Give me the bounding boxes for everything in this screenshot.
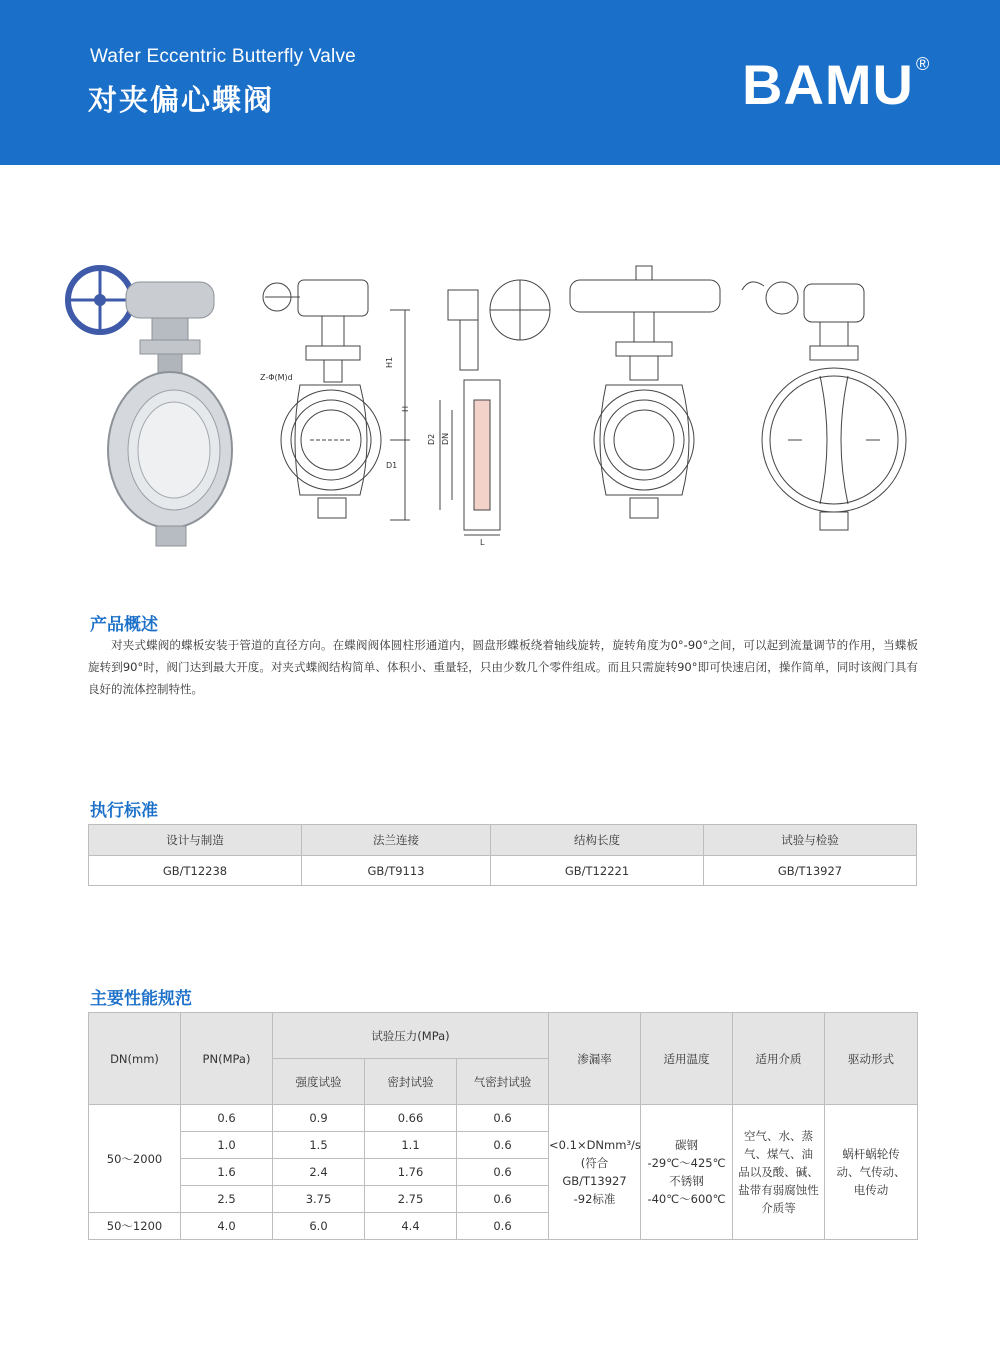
air-seal-value: 0.6 xyxy=(457,1105,549,1132)
standards-table xyxy=(88,824,917,886)
strength-value: 6.0 xyxy=(273,1213,365,1240)
temp-cell xyxy=(641,1105,733,1240)
std-value-length: GB/T12221 xyxy=(491,856,704,886)
dn-group-1: 50～2000 xyxy=(89,1105,181,1213)
medium-line: 品以及酸、碱、 xyxy=(738,1165,819,1179)
dim-h: H xyxy=(401,405,410,412)
electric-valve-drawing xyxy=(742,282,906,530)
pneumatic-valve-drawing xyxy=(570,266,720,518)
air-seal-value: 0.6 xyxy=(457,1159,549,1186)
spec-header-dn: DN(mm) xyxy=(89,1013,181,1105)
brand-logo xyxy=(742,52,930,117)
dim-z-phi: Z-Φ(M)d xyxy=(260,373,293,382)
seal-value: 1.1 xyxy=(365,1132,457,1159)
spec-header-air-seal: 气密封试验 xyxy=(457,1059,549,1105)
overview-text xyxy=(88,634,918,700)
strength-value: 2.4 xyxy=(273,1159,365,1186)
drive-line: 电传动 xyxy=(853,1183,889,1197)
standards-header-row xyxy=(89,825,917,856)
medium-line: 空气、水、蒸 xyxy=(744,1129,814,1143)
drive-cell xyxy=(825,1105,918,1240)
header-banner xyxy=(0,0,1000,165)
strength-value: 3.75 xyxy=(273,1186,365,1213)
leakage-line: -92标准 xyxy=(573,1192,616,1206)
temp-line: 不锈钢 xyxy=(669,1174,704,1188)
brand-name: BAMU xyxy=(742,53,914,116)
title-en: Wafer Eccentric Butterfly Valve xyxy=(90,46,356,67)
std-value-design: GB/T12238 xyxy=(89,856,302,886)
leakage-line: <0.1×DNmm³/s xyxy=(549,1138,641,1152)
strength-value: 1.5 xyxy=(273,1132,365,1159)
temp-line: 碳钢 xyxy=(675,1138,699,1152)
standards-value-row xyxy=(89,856,917,886)
dim-d1: D1 xyxy=(386,461,398,470)
medium-cell xyxy=(733,1105,825,1240)
std-header-flange: 法兰连接 xyxy=(301,825,490,856)
seal-value: 2.75 xyxy=(365,1186,457,1213)
specs-table xyxy=(88,1012,918,1240)
table-row xyxy=(89,1105,918,1132)
spec-header-medium: 适用介质 xyxy=(733,1013,825,1105)
drive-line: 蜗杆蜗轮传 xyxy=(842,1147,900,1161)
pn-value: 1.0 xyxy=(181,1132,273,1159)
std-value-flange: GB/T9113 xyxy=(301,856,490,886)
side-section-drawing xyxy=(427,280,550,547)
dn-group-2: 50～1200 xyxy=(89,1213,181,1240)
leakage-cell xyxy=(549,1105,641,1240)
valve-photo xyxy=(68,268,232,546)
seal-value: 0.66 xyxy=(365,1105,457,1132)
seal-value: 1.76 xyxy=(365,1159,457,1186)
std-header-design: 设计与制造 xyxy=(89,825,302,856)
strength-value: 0.9 xyxy=(273,1105,365,1132)
spec-header-seal: 密封试验 xyxy=(365,1059,457,1105)
std-value-test: GB/T13927 xyxy=(704,856,917,886)
specs-title: 主要性能规范 xyxy=(90,989,192,1009)
spec-header-pn: PN(MPa) xyxy=(181,1013,273,1105)
spec-header-temp: 适用温度 xyxy=(641,1013,733,1105)
pn-value: 1.6 xyxy=(181,1159,273,1186)
pn-value: 0.6 xyxy=(181,1105,273,1132)
overview-title: 产品概述 xyxy=(90,615,158,635)
drive-line: 动、气传动、 xyxy=(836,1165,906,1179)
front-view-drawing xyxy=(260,280,410,520)
spec-header-strength: 强度试验 xyxy=(273,1059,365,1105)
dim-dn: DN xyxy=(441,432,450,445)
specs-header-row-1 xyxy=(89,1013,918,1059)
air-seal-value: 0.6 xyxy=(457,1132,549,1159)
std-header-length: 结构长度 xyxy=(491,825,704,856)
dim-l: L xyxy=(480,538,485,547)
spec-header-leakage: 渗漏率 xyxy=(549,1013,641,1105)
spec-header-drive: 驱动形式 xyxy=(825,1013,918,1105)
standards-title: 执行标准 xyxy=(90,801,158,821)
temp-line: -40℃～600℃ xyxy=(647,1192,726,1206)
spec-header-test-pressure: 试验压力(MPa) xyxy=(273,1013,549,1059)
product-drawings xyxy=(60,240,940,570)
title-cn: 对夹偏心蝶阀 xyxy=(88,83,275,117)
leakage-line: (符合GB/T13927 xyxy=(562,1156,627,1188)
pn-value: 2.5 xyxy=(181,1186,273,1213)
std-header-test: 试验与检验 xyxy=(704,825,917,856)
medium-line: 盐带有弱腐蚀性 xyxy=(738,1183,819,1197)
overview-body: 对夹式蝶阀的蝶板安装于管道的直径方向。在蝶阀阀体圆柱形通道内，圆盘形蝶板绕着轴线旋转，旋转角度为0°-90°之间，可以起到流量调节的作用，当蝶板旋转到90°时，阀门达到最大开度。对夹式蝶阀结构简单、体积小、重量轻，只由少数几个零件组成。而且只需旋转90°即可快速启闭，操作简单，同时该阀门具有良好的流体控制特性。 xyxy=(88,638,918,696)
seal-value: 4.4 xyxy=(365,1213,457,1240)
medium-line: 气、煤气、油 xyxy=(744,1147,814,1161)
air-seal-value: 0.6 xyxy=(457,1213,549,1240)
pn-value: 4.0 xyxy=(181,1213,273,1240)
air-seal-value: 0.6 xyxy=(457,1186,549,1213)
dim-d2: D2 xyxy=(427,433,436,445)
medium-line: 介质等 xyxy=(761,1201,796,1215)
temp-line: -29℃～425℃ xyxy=(647,1156,726,1170)
registered-mark: ® xyxy=(915,54,931,74)
dim-h1: H1 xyxy=(385,356,394,368)
